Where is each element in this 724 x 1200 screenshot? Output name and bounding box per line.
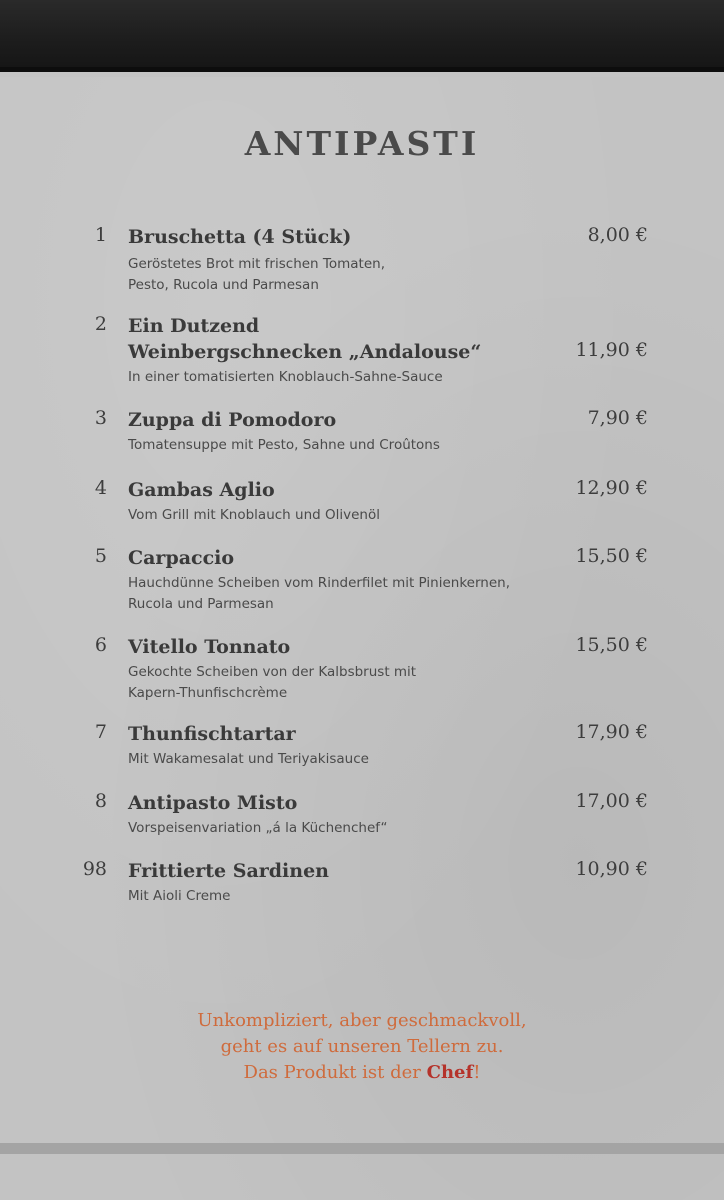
bottom-divider [0,1143,724,1154]
item-price: 10,90 € [575,858,648,880]
item-description-line: Vorspeisenvariation „á la Küchenchef“ [128,820,388,836]
item-name: Bruschetta (4 Stück) [128,226,352,248]
item-name: Zuppa di Pomodoro [128,409,337,431]
slogan-text: ! [473,1062,481,1083]
slogan-highlight: Chef [426,1062,474,1083]
item-price: 17,90 € [575,721,648,743]
item-number: 1 [94,224,107,246]
restaurant-slogan [0,1008,724,1086]
item-description-line: Hauchdünne Scheiben vom Rinderfilet mit Pinienkernen, [128,575,510,591]
item-price: 15,50 € [575,545,648,567]
top-dark-band [0,0,724,72]
item-price: 8,00 € [587,224,648,246]
slogan-text: Das Produkt ist der [243,1062,427,1083]
item-price: 7,90 € [587,407,648,429]
item-description-line: Mit Wakamesalat und Teriyakisauce [128,751,369,767]
item-name: Thunfischtartar [128,723,296,745]
item-name: Carpaccio [128,547,235,569]
item-number: 5 [94,545,107,567]
slogan-line: geht es auf unseren Tellern zu. [220,1036,504,1057]
item-name-line: Weinbergschnecken „Andalouse“ [128,341,482,363]
item-name: Vitello Tonnato [128,636,291,658]
item-name-line: Ein Dutzend [128,315,260,337]
item-description-line: In einer tomatisierten Knoblauch-Sahne-Sauce [128,369,443,385]
item-name: Frittierte Sardinen [128,860,329,882]
item-name: Gambas Aglio [128,479,275,501]
item-price: 12,90 € [575,477,648,499]
item-number: 4 [94,477,107,499]
item-price: 11,90 € [575,339,648,361]
slogan-line [0,1060,724,1086]
item-number: 2 [94,313,107,335]
item-number: 98 [82,858,107,880]
item-description-line: Geröstetes Brot mit frischen Tomaten, [128,256,385,272]
menu-section-title: ANTIPASTI [244,124,480,163]
item-description-line: Tomatensuppe mit Pesto, Sahne und Croûtons [128,437,440,453]
item-description-line: Kapern-Thunfischcrème [128,685,288,701]
item-description-line: Pesto, Rucola und Parmesan [128,277,319,293]
item-number: 6 [94,634,107,656]
item-name: Antipasto Misto [128,792,298,814]
item-description-line: Vom Grill mit Knoblauch und Olivenöl [128,507,380,523]
item-number: 3 [94,407,107,429]
slogan-line: Unkompliziert, aber geschmackvoll, [197,1010,527,1031]
item-price: 17,00 € [575,790,648,812]
item-number: 7 [94,721,107,743]
item-description-line: Mit Aioli Creme [128,888,231,904]
item-description-line: Rucola und Parmesan [128,596,274,612]
item-price: 15,50 € [575,634,648,656]
item-number: 8 [94,790,107,812]
item-description-line: Gekochte Scheiben von der Kalbsbrust mit [128,664,417,680]
